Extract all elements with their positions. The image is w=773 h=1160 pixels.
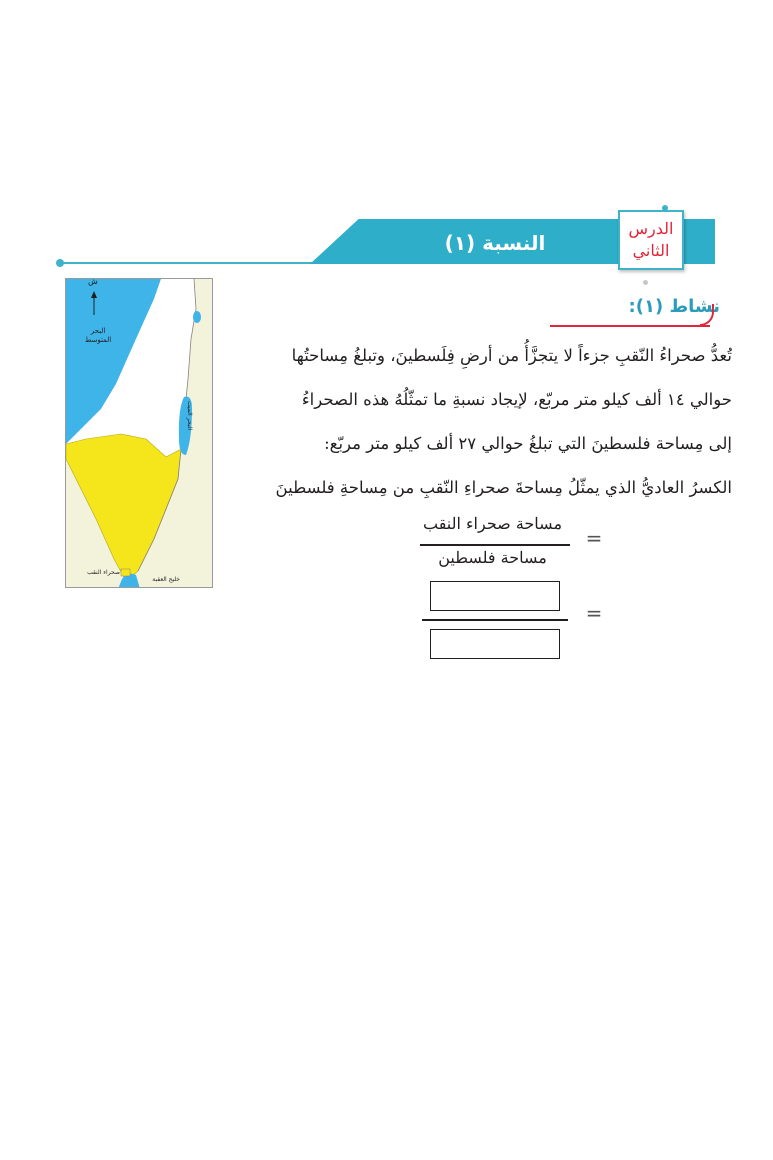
map-graphic: [66, 279, 213, 588]
sea-label: البحر المتوسط: [84, 327, 112, 344]
fraction-denominator: مساحة فلسطين: [438, 548, 547, 567]
header-rule-dot: [56, 259, 64, 267]
activity-underline: [550, 325, 710, 327]
lesson-number-box: [618, 210, 684, 270]
paragraph-line: تُعدُّ صحراءُ النّقبِ جزءاً لا يتجزَّأُ من أرضِ فِلَسطينَ، وتبلغُ مِساحتُها: [291, 346, 732, 365]
tiberias-lake: [193, 311, 201, 323]
gulf-label: خليج العقبة: [152, 576, 180, 583]
paragraph-line: حوالي ١٤ ألف كيلو متر مربّع، لإيجاد نسبةِ ما تمثّلُهُ هذه الصحراءُ: [301, 390, 732, 409]
denominator-answer-box[interactable]: [430, 629, 560, 659]
lesson-title: النسبة (١): [444, 231, 546, 255]
equals-sign: =: [585, 526, 603, 550]
fraction-bar: [422, 619, 568, 621]
legend-swatch: [121, 569, 130, 576]
equals-sign: =: [585, 601, 603, 625]
lesson-box-dot: [643, 280, 648, 285]
activity-paragraph: [232, 334, 732, 510]
paragraph-line: إلى مِساحة فلسطينَ التي تبلغُ حوالي ٢٧ ألف كيلو متر مربّع:: [324, 434, 732, 453]
negev-map: [65, 278, 213, 588]
lesson-label-line1: الدرس: [628, 219, 674, 238]
dead-sea-label: البحر الميت: [186, 401, 193, 431]
legend-label: صحراء النقب: [87, 569, 120, 576]
north-label: ش: [88, 278, 98, 286]
negev-desert: [66, 434, 181, 581]
paragraph-line: الكسرُ العاديُّ الذي يمثّلُ مِساحةَ صحراءِ النّقبِ من مِساحةِ فلسطينَ: [275, 478, 732, 497]
fraction-numerator: مساحة صحراء النقب: [422, 514, 563, 533]
activity-title: نشاط (١):: [628, 296, 720, 317]
lesson-label-line2: الثاني: [632, 241, 670, 260]
fraction-bar: [420, 544, 570, 546]
numerator-answer-box[interactable]: [430, 581, 560, 611]
